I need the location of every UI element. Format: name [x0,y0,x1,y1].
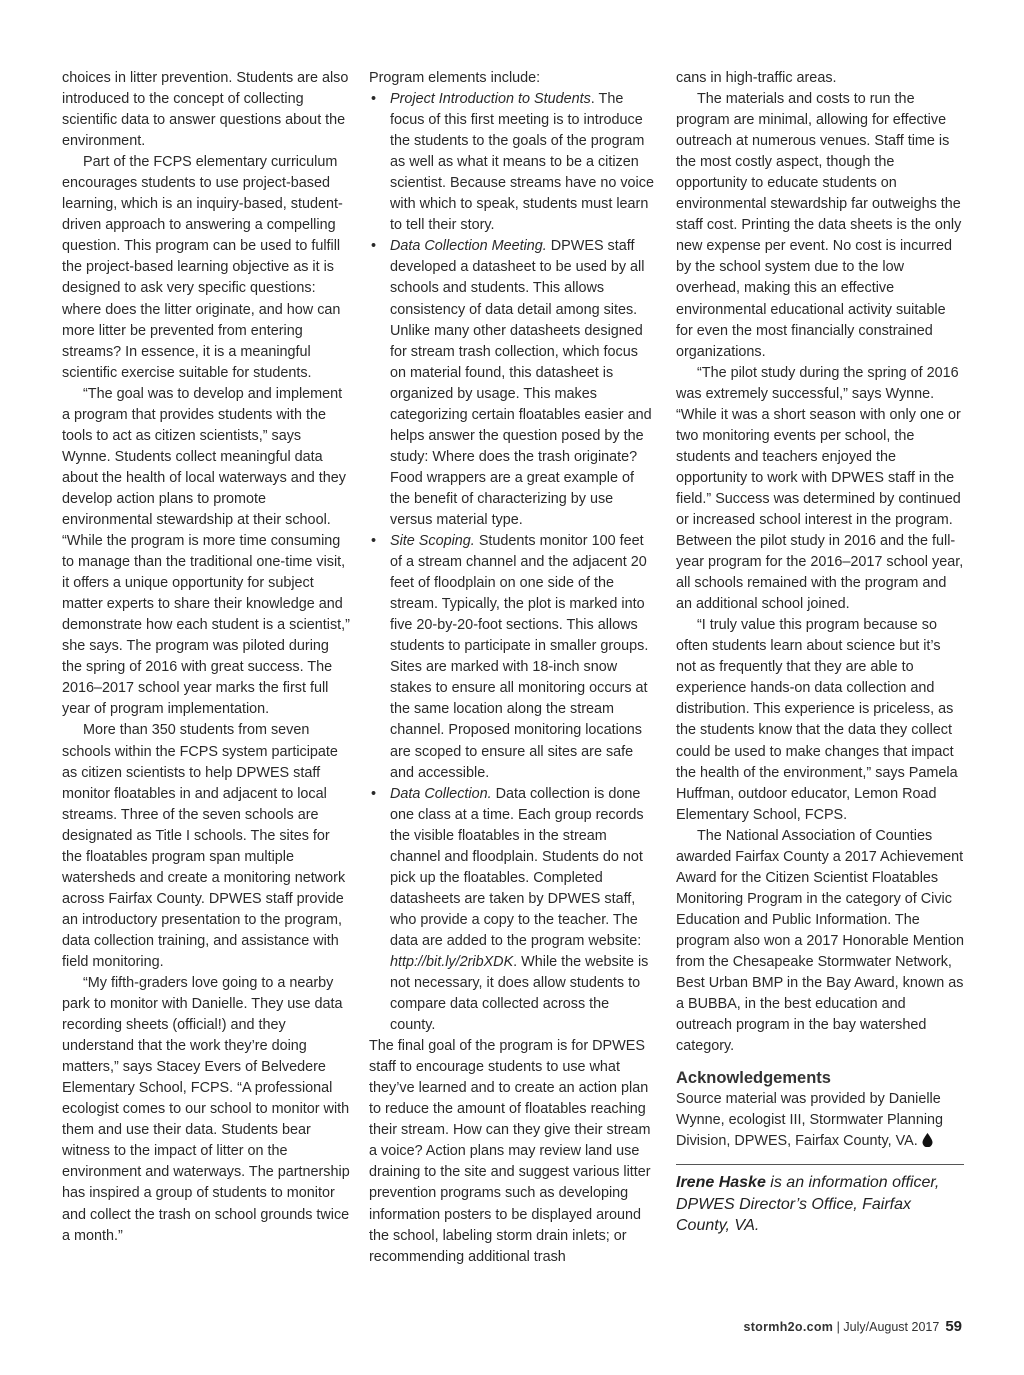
program-elements-list [369,89,657,1036]
list-item [369,531,657,784]
column-1 [62,68,350,1247]
paragraph: “My fifth-graders love going to a nearby park to monitor with Danielle. They use data recording sheets (official!) and they understand that the work they’re doing matters,” says Stacey Evers of Belvedere Elementary School, FCPS. “A professional ecologist comes to our school to monitor with them and use their data. Students bear witness to the impact of litter on the environment and waterways. The partnership has inspired a group of students to monitor and collect the trash on school grounds twice a month.” [62,975,350,1244]
item-lead: Data Collection. [390,785,492,802]
paragraph: The materials and costs to run the program are minimal, allowing for effective outreach at numerous venues. Staff time is the most costly aspect, though the opportunity to educate students on environmental stewardship far outweighs the staff cost. Printing the data sheets is the only new expense per event. No cost is incurred by the school system due to the low overhead, making this an effective environmental educational activity suitable for even the most financially constrained organizations. [676,91,962,360]
item-lead: Site Scoping. [390,533,475,550]
paragraph: cans in high-traffic areas. [676,70,837,86]
paragraph: Part of the FCPS elementary curriculum encourages students to use project-based learning, which is an inquiry-based, student-driven approach to answering a compelling question. This program can be used to fulfill the project-based learning objective as it is designed to ask very specific questions: where does the litter originate, and how can more litter be prevented from entering streams? In essence, it is a meaningful scientific exercise suitable for students. [62,154,343,381]
author-name: Irene Haske [676,1174,766,1192]
item-body: Students monitor 100 feet of a stream channel and the adjacent 20 feet of floodplain on one side of the stream. Typically, the plot is marked into five 20-by-20-foot sections. This allows students to participate in smaller groups. Sites are marked with 18-inch snow stakes to ensure all monitoring occurs at the same location along the stream channel. Proposed monitoring locations are scoped to ensure all sites are safe and accessible. [390,533,649,781]
item-body: DPWES staff developed a datasheet to be used by all schools and students. This allows consistency of data detail among sites. Unlike many other datasheets designed for stream trash collection, which focus on material found, this datasheet is organized by usage. This makes categorizing certain floatables easier and helps answer the question posed by the study: Where does the trash originate? Food wrappers are a great example of the benefit of characterizing by use versus material type. [390,238,652,528]
page-number: 59 [945,1318,962,1335]
program-website-link[interactable]: http://bit.ly/2ribXDK [390,953,514,970]
list-intro: Program elements include: [369,70,541,86]
list-item [369,784,657,1037]
divider [676,1164,964,1165]
item-lead: Data Collection Meeting. [390,238,547,255]
footer-issue: July/August 2017 [843,1320,940,1334]
list-item: • Project Introduction to Students. The focus of this first meeting is to introduce the students to the goals of the program as well as what it means to be a citizen scientist. Because streams have no voice with which to speak, students must learn to tell their story. [369,89,657,236]
water-drop-icon [922,1133,933,1147]
paragraph: choices in litter prevention. Students are also introduced to the concept of collecting scientific data to answer questions about the environment. [62,70,349,150]
paragraph: “The goal was to develop and implement a program that provides students with the tools to act as citizen scientists,” says Wynne. Students collect meaningful data about the health of local waterways and they develop action plans to promote environmental stewardship at their school. “While the program is more time consuming to manage than the traditional one-time visit, it offers a unique opportunity for subject matter experts to share their knowledge and demonstrate how each student is a scientist,” she says. The program was piloted during the spring of 2016 with great success. The 2016–2017 school year marks the first full year of program implementation. [62,385,350,718]
item-body-tail: . While the website is not necessary, it does allow students to compare data collected across the county. [390,953,649,1034]
author-bio: Irene Haske is an information officer, DPWES Director’s Office, Fairfax County, VA. [676,1174,940,1235]
paragraph: “The pilot study during the spring of 2016 was extremely successful,” says Wynne. “While it was a short season with only one or two monitoring events per school, the students and teachers enjoyed the opportunity to work with DPWES staff in the field.” Success was determined by continued or increased school interest in the program. Between the pilot study in 2016 and the full-year program for the 2016–2017 school year, all schools remained with the program and an additional school joined. [676,364,964,613]
column-2 [369,68,657,1268]
list-item [369,236,657,531]
paragraph: The final goal of the program is for DPWES staff to encourage students to use what they’ve learned and to create an action plan to reduce the amount of floatables reaching their stream. How can they give their stream a voice? Action plans may review land use draining to the site and suggest various litter prevention programs such as developing information posters to be displayed around the school, labeling storm drain inlets; or recommending additional trash [369,1038,651,1265]
item-body: Data collection is done one class at a time. Each group records the visible floatables in the stream channel and floodplain. Students do not pick up the floatables. Completed datasheets are taken by DPWES staff, who provide a copy to the teacher. The data are added to the program website: [390,785,644,949]
acknowledgements-text: Source material was provided by Danielle Wynne, ecologist III, Stormwater Planning Division, DPWES, Fairfax County, VA. [676,1091,944,1150]
paragraph: More than 350 students from seven schools within the FCPS system participate as citizen scientists to help DPWES staff monitor floatables in and adjacent to local streams. Three of the seven schools are designated as Title I schools. The sites for the floatables program span multiple watersheds and create a monitoring network across Fairfax County. DPWES staff provide an introductory presentation to the program, data collection training, and assistance with field monitoring. [62,722,346,970]
footer-site: stormh2o.com [743,1320,834,1334]
acknowledgements-heading: Acknowledgements [676,1069,831,1088]
column-3 [676,68,964,1237]
page-footer: stormh2o.com | July/August 2017 59 [743,1318,962,1335]
item-lead: Project Introduction to Students [390,91,591,108]
item-body: The focus of this first meeting is to introduce the students to the goals of the program as well as what it means to be a citizen scientist. Because streams have no voice with which to speak, students must learn to tell their story. [390,91,654,234]
paragraph: The National Association of Counties awarded Fairfax County a 2017 Achievement Award for the Citizen Scientist Floatables Monitoring Program in the category of Civic Education and Public Information. The program also won a 2017 Honorable Mention from the Chesapeake Stormwater Network, Best Urban BMP in the Bay Award, known as a BUBBA, in the best education and outreach program in the bay watershed category. [676,827,964,1055]
paragraph: “I truly value this program because so often students learn about science but it’s not as frequently that they are able to experience hands-on data collection and distribution. This experience is priceless, as the students know that the data they collect could be used to make changes that impact the health of the environment,” says Pamela Huffman, outdoor educator, Lemon Road Elementary School, FCPS. [676,617,958,823]
